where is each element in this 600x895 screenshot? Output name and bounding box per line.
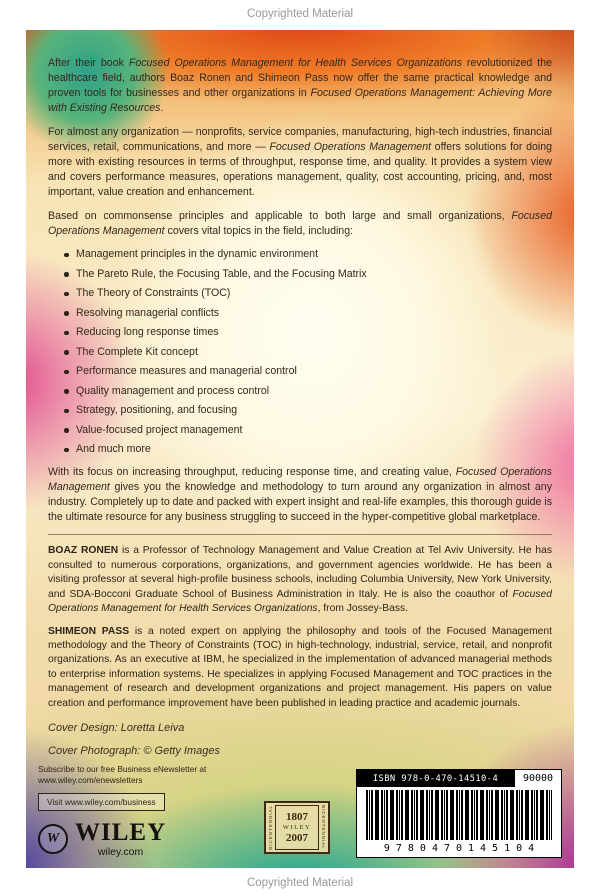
topics-lead-paragraph: Based on commonsense principles and applicable to both large and small organizations, Focused Operations Management covers vital topics in the field, including: — [48, 210, 552, 238]
isbn-label: ISBN 978-0-470-14510-4 — [357, 770, 514, 787]
list-item — [64, 443, 552, 455]
overview-paragraph: For almost any organization — nonprofits, service companies, manufacturing, high-tech industries, financial services, retail, communications, and more — Focused Operations Management offers solutions for doing more with existing resources in terms of throughput, response time, and quality. It provides a system view and covers performance measures, operations management, quality, cost accounting, pricing, and, most important, value creation and enhancement. — [48, 126, 552, 199]
bullet-icon — [64, 389, 69, 394]
intro-paragraph: After their book Focused Operations Management for Health Services Organizations revolutionized the healthcare field, authors Boaz Ronen and Shimeon Pass now offer the same practical knowledge and proven tools for businesses and other organizations in Focused Operations Management: Achieving More with Existing Resources. — [48, 57, 552, 115]
list-item-label: The Pareto Rule, the Focusing Table, and the Focusing Matrix — [76, 267, 367, 280]
wiley-colophon-icon: W — [38, 824, 68, 854]
closing-paragraph: With its focus on increasing throughput, reducing response time, and creating value, Focused Operations Management gives you the knowledge and methodology to turn around any organization in almost any industry. Completely up to date and packed with expert insight and real-life examples, this thorough guide is the ultimate resource for any business struggling to succeed in the hyper-competitive global marketplace. — [48, 466, 552, 524]
bicentennial-stamp-icon — [264, 801, 330, 854]
barcode-digits: 9780470145104 — [383, 843, 541, 854]
list-item-label: And much more — [76, 443, 151, 456]
list-item — [64, 287, 552, 299]
newsletter-line1: Subscribe to our free Business eNewsletter at — [38, 763, 207, 774]
list-item-label: Value-focused project management — [76, 423, 243, 436]
bullet-icon — [64, 448, 69, 453]
bullet-icon — [64, 331, 69, 336]
list-item-label: Strategy, positioning, and focusing — [76, 404, 238, 417]
stamp-label-left: BICENTENNIAL — [267, 805, 273, 850]
wiley-wordmark: WILEY — [75, 819, 167, 846]
list-item-label: Quality management and process control — [76, 384, 270, 397]
author-bio-boaz-ronen: BOAZ RONEN is a Professor of Technology Management and Value Creation at Tel Aviv University. He has consulted to numerous corporations, organizations, and government agencies worldwide. He has been a visiting professor at several high-profile business schools, including Columbia University, New York University, and SDA-Bocconi Graduate School of Business Administration in Italy. He is also the coauthor of Focused Operations Management for Health Services Organizations, from Jossey-Bass. — [48, 545, 553, 615]
bullet-icon — [64, 292, 69, 297]
list-item — [64, 404, 552, 416]
list-item — [64, 346, 552, 358]
cover-design-credit: Cover Design: Loretta Leiva — [48, 721, 185, 734]
list-item-label: Performance measures and managerial control — [76, 365, 297, 378]
list-item — [64, 385, 552, 397]
bullet-icon — [64, 272, 69, 277]
list-item-label: Resolving managerial conflicts — [76, 306, 220, 319]
list-item-label: Management principles in the dynamic environment — [76, 248, 319, 261]
stamp-wiley-label: WILEY — [282, 823, 312, 831]
stamp-label-right: BICENTENNIAL — [321, 805, 327, 850]
wiley-wordmark-block — [75, 820, 166, 858]
wiley-logo — [38, 820, 238, 858]
publisher-column — [38, 764, 238, 858]
bullet-icon — [64, 370, 69, 375]
bullet-icon — [64, 409, 69, 414]
wiley-site: wiley.com — [97, 846, 144, 858]
topics-list — [48, 248, 552, 455]
list-item — [64, 248, 552, 260]
visit-link-box: Visit www.wiley.com/business — [38, 793, 165, 811]
list-item-label: The Theory of Constraints (TOC) — [76, 287, 231, 300]
bottom-row — [38, 764, 562, 858]
list-item — [64, 307, 552, 319]
list-item — [64, 268, 552, 280]
newsletter-note — [38, 764, 238, 786]
back-cover — [26, 30, 574, 868]
bullet-icon — [64, 311, 69, 316]
cover-photo-credit: Cover Photograph: © Getty Images — [48, 744, 220, 757]
barcode-lines-icon — [366, 790, 552, 840]
list-item — [64, 365, 552, 377]
stamp-year-2007: 2007 — [286, 831, 308, 844]
copyright-notice-top: Copyrighted Material — [246, 8, 354, 20]
list-item — [64, 326, 552, 338]
author-bio-shimeon-pass: SHIMEON PASS is a noted expert on applying the philosophy and tools of the Focused Management methodology and the Theory of Constraints (TOC) in high-technology, industrial, service, retail, and nonprofit organizations. As an executive at IBM, he specialized in the implementation of advanced managerial methods to enterprise information systems. He specializes in applying Focused Management and TOC practices in the management of research and development organizations and project management. His papers on value creation and performance improvement have been published in leading practice and academic journals. — [48, 625, 552, 709]
newsletter-line2: www.wiley.com/enewsletters — [38, 774, 143, 785]
copyright-notice-bottom: Copyrighted Material — [246, 877, 354, 889]
bullet-icon — [64, 253, 69, 258]
barcode-block — [356, 769, 562, 858]
stamp-year-1807: 1807 — [286, 811, 308, 824]
section-divider — [48, 534, 552, 535]
list-item-label: The Complete Kit concept — [76, 345, 198, 358]
list-item-label: Reducing long response times — [76, 326, 219, 339]
list-item — [64, 424, 552, 436]
price-code: 90000 — [514, 770, 561, 787]
barcode-header — [357, 770, 561, 787]
bullet-icon — [64, 350, 69, 355]
stamp-core — [275, 805, 319, 850]
bullet-icon — [64, 428, 69, 433]
